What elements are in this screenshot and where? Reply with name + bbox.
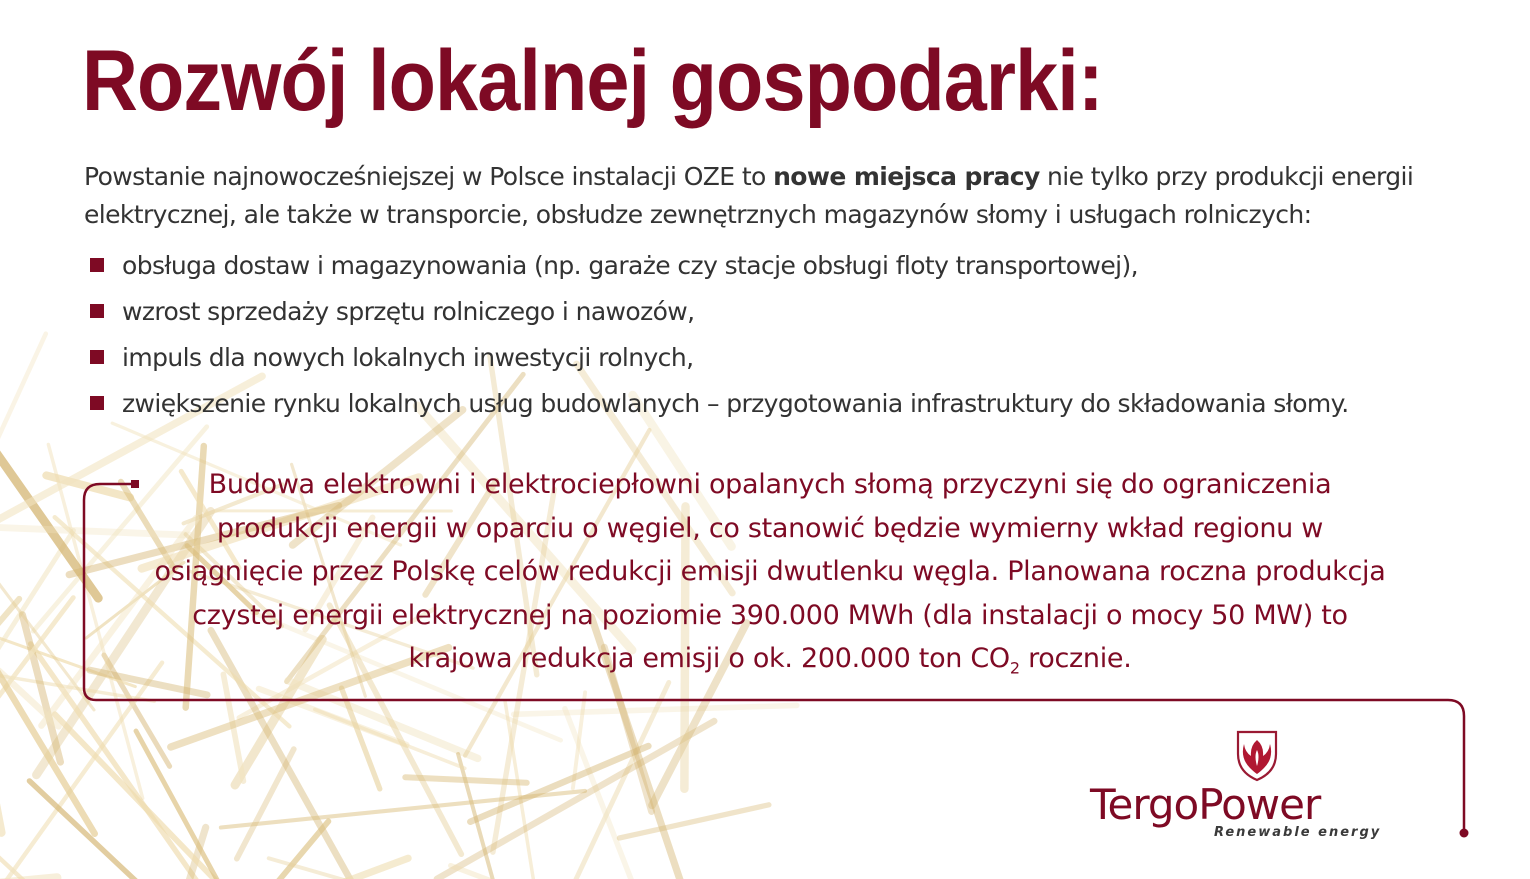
list-item-text: wzrost sprzedaży sprzętu rolniczego i nawozów,	[122, 296, 695, 326]
quote-tail: rocznie.	[1019, 643, 1132, 674]
intro-text-start: Powstanie najnowocześniejszej w Polsce instalacji OZE to	[84, 162, 774, 191]
list-item-text: impuls dla nowych lokalnych inwestycji rolnych,	[122, 342, 694, 372]
intro-highlight: nowe miejsca pracy	[773, 162, 1040, 191]
intro-text-end: nie tylko przy produkcji energii elektrycznej, ale także w transporcie, obsłudze zewnętrznych magazynów słomy i usługach rolniczych:	[84, 162, 1414, 229]
logo-wordmark: TergoPower	[1090, 780, 1321, 829]
phoenix-shield-icon	[1234, 728, 1280, 782]
quote-body: Budowa elektrowni i elektrociepłowni opalanych słomą przyczyni się do ograniczenia produkcji energii w oparciu o węgiel, co stanowić będzie wymierny wkład regionu w osiągnięcie przez Polskę celów redukcji emisji dwutlenku węgla. Planowana roczna produkcja czystej energii elektrycznej na poziomie 390.000 MWh (dla instalacji o mocy 50 MW) to krajowa redukcja emisji o ok. 200.000 ton CO	[154, 469, 1386, 674]
list-item-text: zwiększenie rynku lokalnych usług budowlanych – przygotowania infrastruktury do składowania słomy.	[122, 388, 1349, 418]
tergopower-logo	[1090, 728, 1420, 843]
list-item-text: obsługa dostaw i magazynowania (np. garaże czy stacje obsługi floty transportowej),	[122, 250, 1138, 280]
page-title: Rozwój lokalnej gospodarki:	[82, 33, 1103, 129]
quote-text	[150, 463, 1390, 690]
quote-subscript: 2	[1009, 658, 1020, 678]
logo-tagline: Renewable energy	[1214, 825, 1382, 840]
